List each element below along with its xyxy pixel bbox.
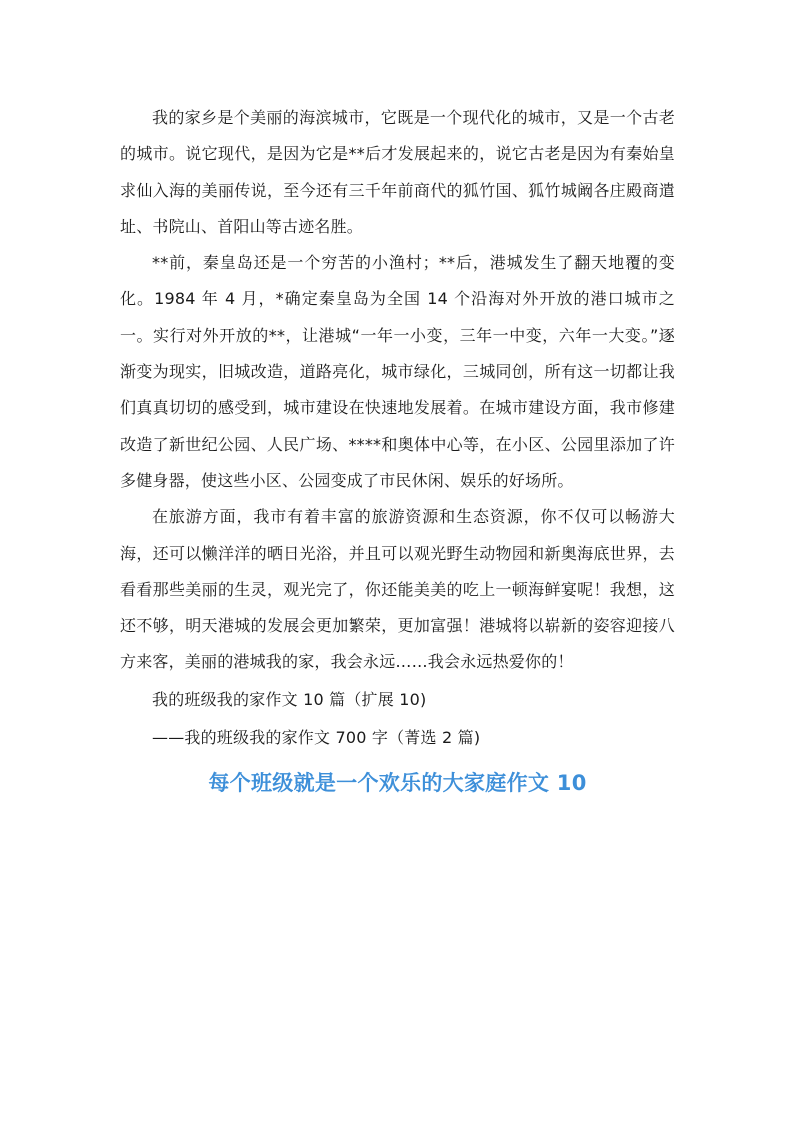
paragraph-city-development: **前，秦皇岛还是一个穷苦的小渔村；**后，港城发生了翻天地覆的变化。1984 年 4 月，*确定秦皇岛为全国 14 个沿海对外开放的港口城市之一。实行对外开放的**，让港城“一年一小变，三年一中变，六年一大变。”逐渐变为现实，旧城改造，道路亮化，城市绿化，三城同创，所有这一切都让我们真真切切的感受到，城市建设在快速地发展着。在城市建设方面，我市修建改造了新世纪公园、人民广场、****和奥体中心等，在小区、公园里添加了许多健身器，使这些小区、公园变成了市民休闲、娱乐的好场所。 [120, 253, 675, 490]
paragraph-tourism: 在旅游方面，我市有着丰富的旅游资源和生态资源，你不仅可以畅游大海，还可以懒洋洋的晒日光浴，并且可以观光野生动物园和新奥海底世界，去看看那些美丽的生灵，观光完了，你还能美美的吃上一顿海鲜宴呢！我想，这还不够，明天港城的发展会更加繁荣，更加富强！港城将以崭新的姿容迎接八方来客，美丽的港城我的家，我会永远……我会永远热爱你的！ [120, 507, 675, 672]
paragraph-hometown-intro: 我的家乡是个美丽的海滨城市，它既是一个现代化的城市，又是一个古老的城市。说它现代，是因为它是**后才发展起来的，说它古老是因为有秦始皇求仙入海的美丽传说，至今还有三千年前商代的狐竹国、狐竹城阚各庄殿商遣址、书院山、首阳山等古迹名胜。 [120, 108, 675, 236]
document-page [120, 100, 675, 803]
section-heading: 每个班级就是一个欢乐的大家庭作文 10 [208, 770, 587, 795]
extension-subtitle: ——我的班级我的家作文 700 字（菁选 2 篇) [152, 727, 481, 747]
extension-title: 我的班级我的家作文 10 篇（扩展 10) [152, 689, 427, 709]
